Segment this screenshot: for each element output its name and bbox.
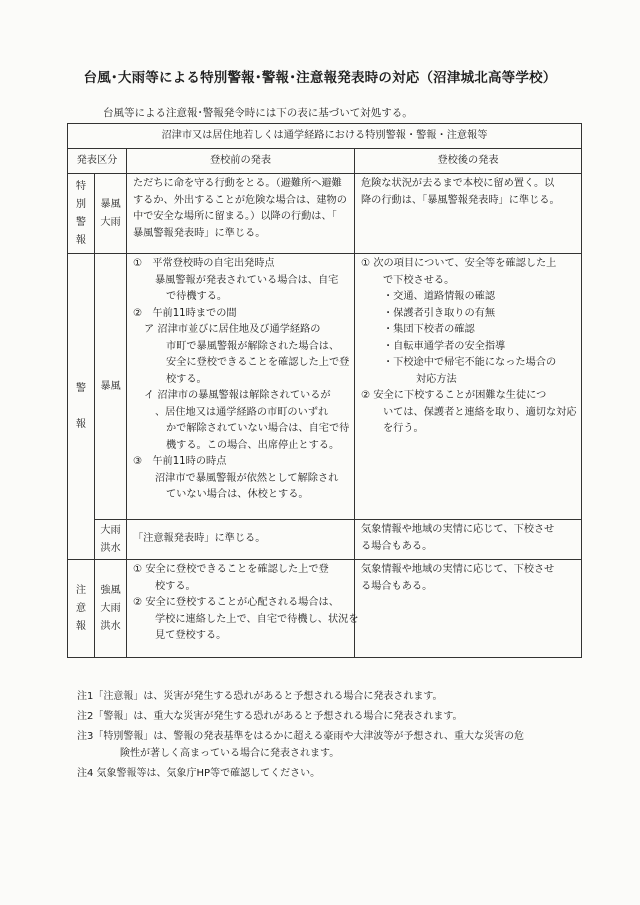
warning-rain-before-text: 「注意報発表時」に準じる。 [127, 520, 355, 560]
table-caption: 沼津市又は居住地若しくは通学経路における特別警報・警報・注意報等 [68, 124, 582, 149]
special-after-text: 危険な状況が去るまで本校に留め置く。以 降の行動は、「暴風警報発表時」に準じる。 [355, 174, 582, 254]
intro-text: 台風等による注意報･警報発令時には下の表に基づいて対処する。 [103, 107, 413, 119]
advisory-before-text: ① 安全に登校できることを確認した上で登 校する。 ② 安全に登校することが心配される場合は、 学校に連絡した上で、自宅で待機し、状況を 見て登校する。 [127, 560, 355, 658]
warning-storm-before-text: ① 平常登校時の自宅出発時点 暴風警報が発表されている場合は、自宅 で待機する。 ② 午前11時までの間 ア 沼津市並びに居住地及び通学経路の 市町で暴風警報が解除された場合は、 安全に登校できることを確認した上で登 校する。 イ 沼津市の暴風警報は解除されているが 、居住地又は通学経路の市町のいずれ かで解除されていない場合は、自宅で待 機する。この場合、出席停止とする。 ③ 午前11時の時点 沼津市で暴風警報が依然として解除され ていない場合は、休校とする。 [127, 254, 355, 520]
page-title: 台風･大雨等による特別警報･警報･注意報発表時の対応（沼津城北高等学校） [83, 70, 557, 86]
note-2: 注2「警報」は、重大な災害が発生する恐れがあると予想される場合に発表されます。 [77, 711, 463, 722]
note-3-continued: 険性が著しく高まっている場合に発表されます。 [120, 748, 340, 759]
header-before-school: 登校前の発表 [127, 149, 355, 174]
category-special-warning: 特 別 警 報 [68, 174, 95, 254]
category-warning: 警 報 [68, 254, 95, 560]
category-advisory: 注 意 報 [68, 560, 95, 658]
sub-category-storm-rain: 暴風 大雨 [95, 174, 127, 254]
advisory-after-text: 気象情報や地域の実情に応じて、下校させ る場合もある。 [355, 560, 582, 658]
note-3: 注3「特別警報」は、警報の発表基準をはるかに超える豪雨や大津波等が予想され、重大な災害の危 [77, 731, 524, 742]
response-table [67, 123, 582, 658]
sub-category-rain-flood: 大雨 洪水 [95, 520, 127, 560]
warning-rain-after-text: 気象情報や地域の実情に応じて、下校させ る場合もある。 [355, 520, 582, 560]
sub-category-wind-rain-flood: 強風 大雨 洪水 [95, 560, 127, 658]
footnotes [77, 687, 524, 784]
sub-category-storm: 暴風 [95, 254, 127, 520]
note-4: 注4 気象警報等は、気象庁HP等で確認してください。 [77, 768, 321, 779]
header-category: 発表区分 [68, 149, 127, 174]
warning-storm-after-text: ① 次の項目について、安全等を確認した上 で下校させる。 ・交通、道路情報の確認 ・保護者引き取りの有無 ・集団下校者の確認 ・自転車通学者の安全指導 ・下校途中で帰宅不能になった場合の 対応方法 ② 安全に下校することが困難な生徒につ いては、保護者と連絡を取り、適切な対応 を行う。 [355, 254, 582, 520]
note-1: 注1「注意報」は、災害が発生する恐れがあると予想される場合に発表されます。 [77, 691, 443, 702]
special-before-text: ただちに命を守る行動をとる。（避難所へ避難 するか、外出することが危険な場合は、建物の 中で安全な場所に留まる。）以降の行動は、「 暴風警報発表時」に準じる。 [127, 174, 355, 254]
header-after-school: 登校後の発表 [355, 149, 582, 174]
